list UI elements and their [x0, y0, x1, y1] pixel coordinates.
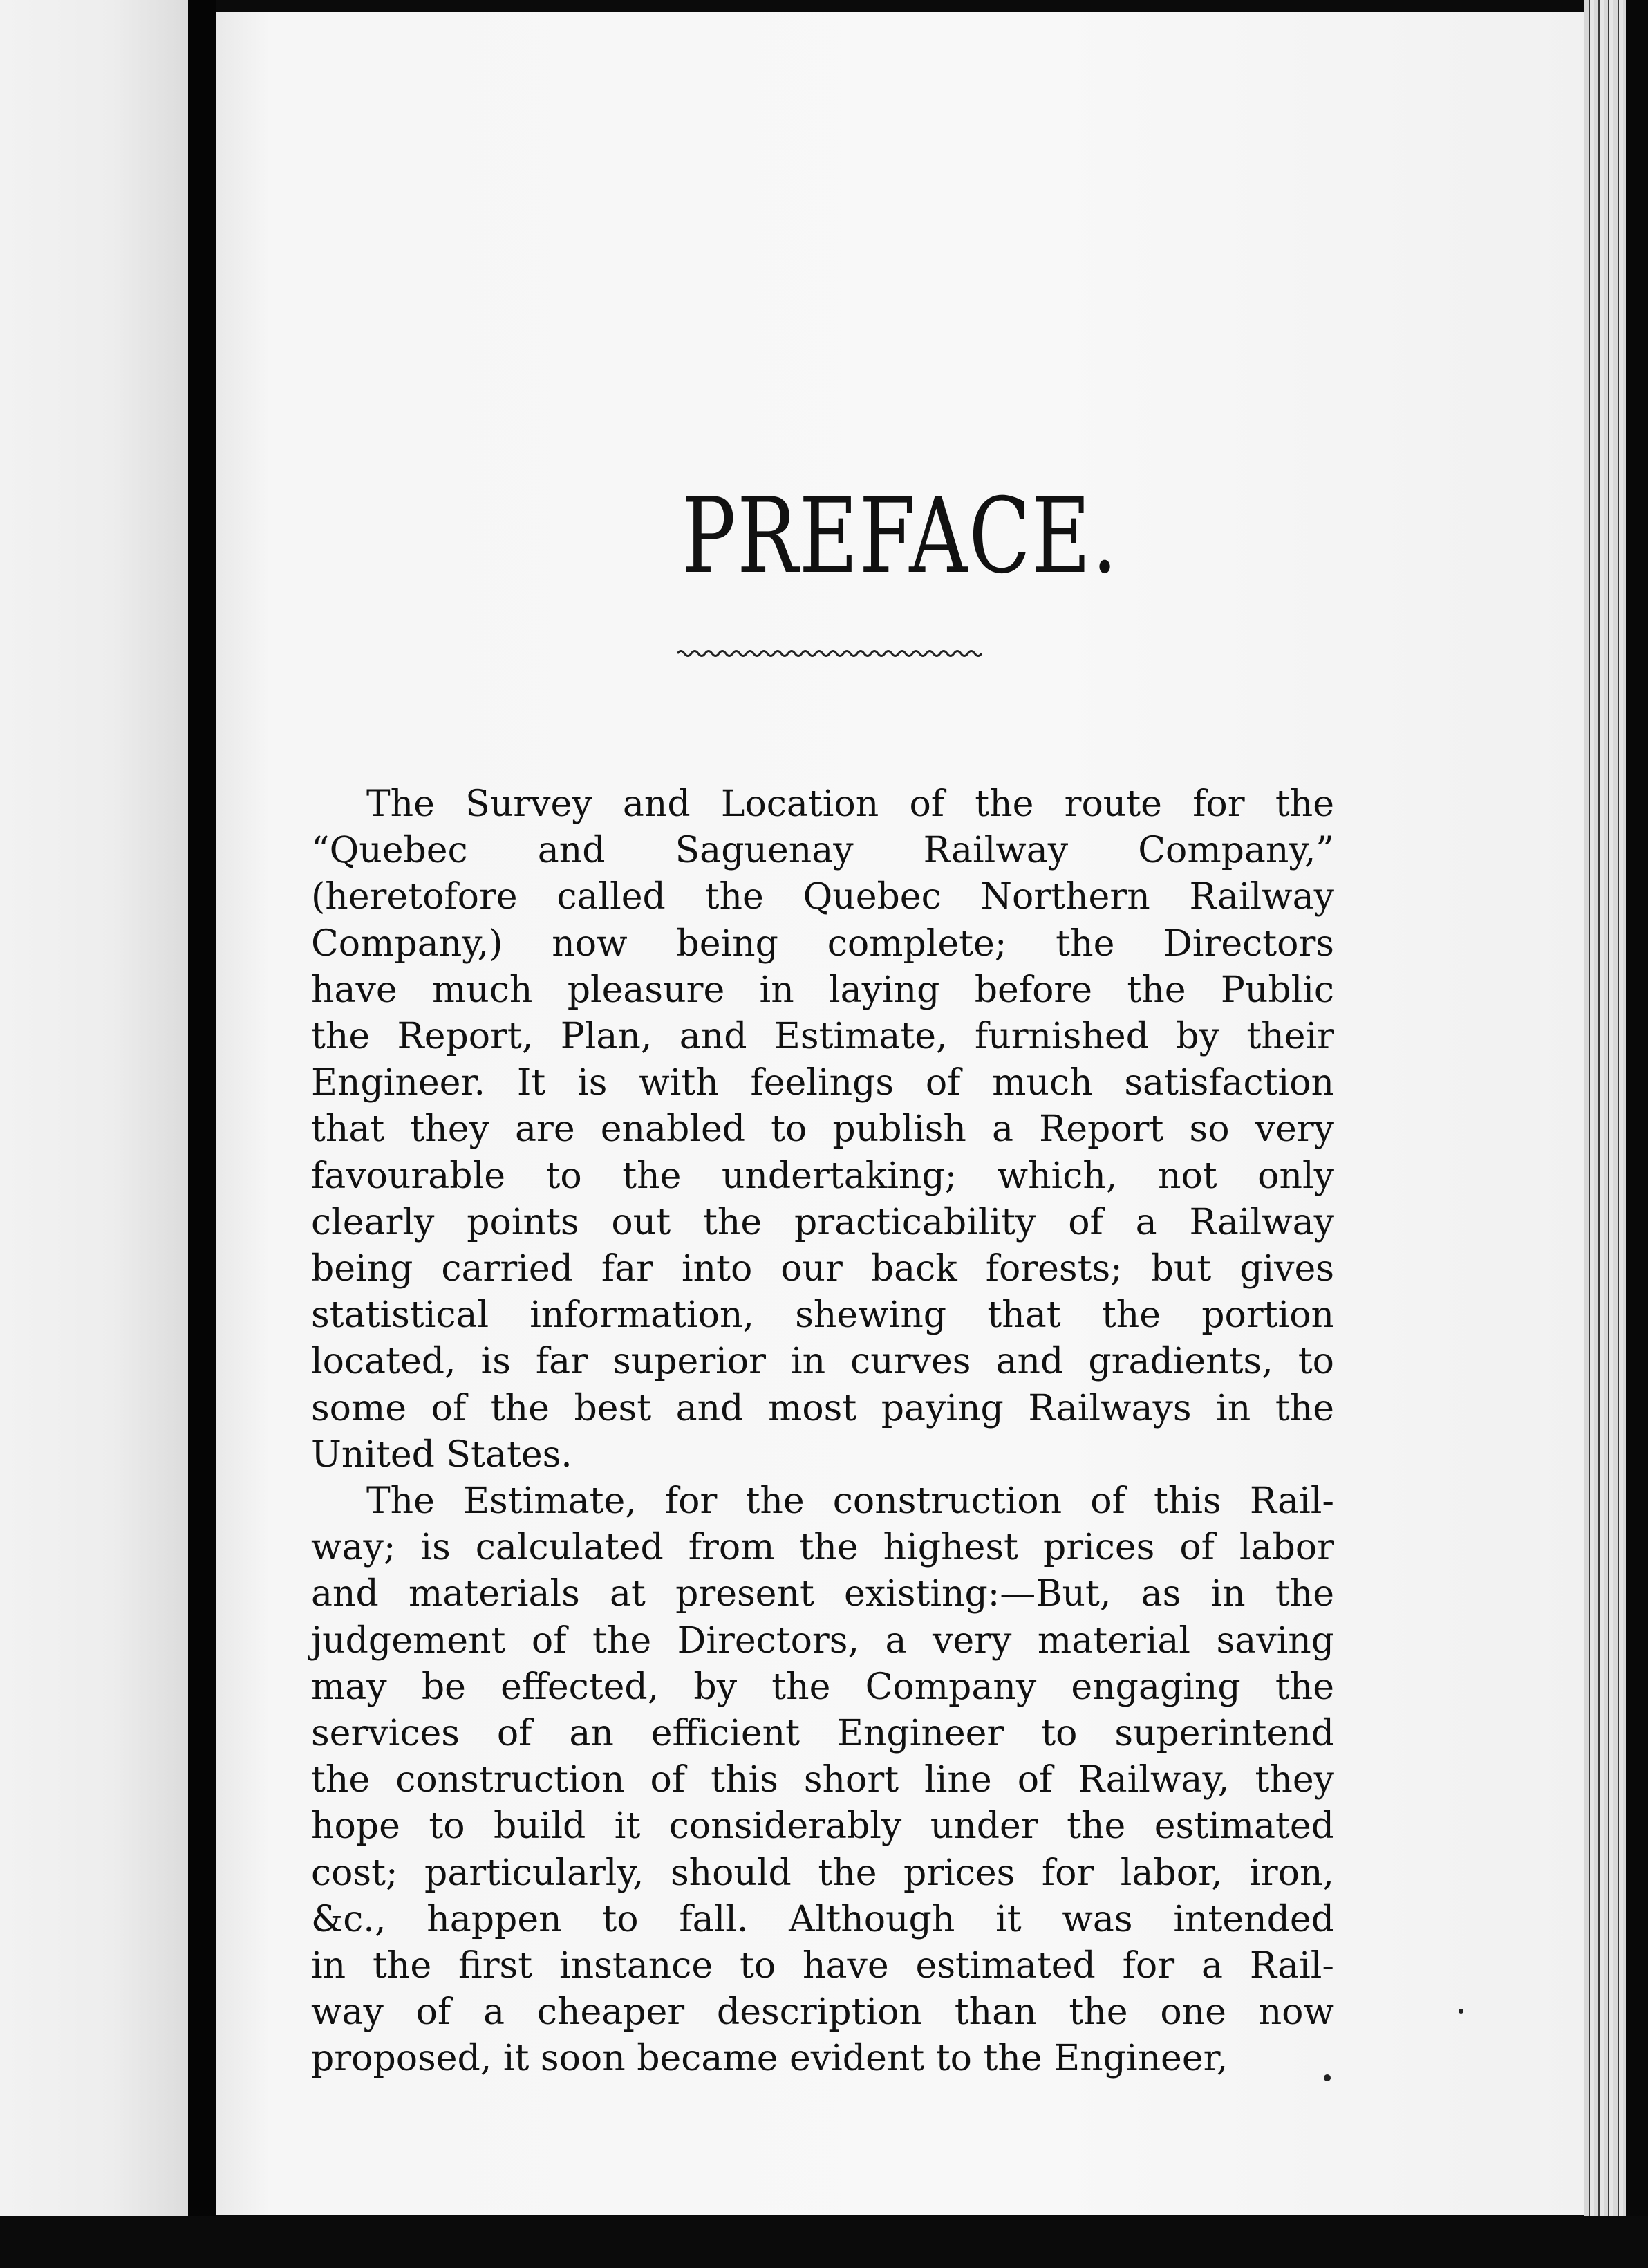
- ink-speck: [1459, 2009, 1463, 2014]
- text-line: in the first instance to have estimated for a Rail-: [311, 1945, 1334, 1987]
- text-line: cost; particularly, should the prices for labor, iron,: [311, 1852, 1334, 1894]
- text-line: way of a cheaper description than the one now: [311, 1991, 1334, 2034]
- text-line: Engineer. It is with feelings of much satisfaction: [311, 1062, 1334, 1104]
- text-line: hope to build it considerably under the estimated: [311, 1805, 1334, 1848]
- text-line: services of an efficient Engineer to superintend: [311, 1713, 1334, 1755]
- right-background: [1626, 0, 1648, 2268]
- text-line: Company,) now being complete; the Directors: [311, 922, 1334, 965]
- text-line: that they are enabled to publish a Report so very: [311, 1108, 1334, 1151]
- text-line: The Survey and Location of the route for the: [366, 783, 1334, 825]
- text-line: being carried far into our back forests; but gives: [311, 1248, 1334, 1290]
- page-edges: [1584, 0, 1626, 2216]
- paragraph-2: [311, 1478, 1334, 2083]
- text-line: have much pleasure in laying before the Public: [311, 969, 1334, 1011]
- text-line: favourable to the undertaking; which, not only: [311, 1155, 1334, 1197]
- bottom-background: [0, 2216, 1648, 2268]
- text-line: judgement of the Directors, a very material saving: [311, 1619, 1334, 1662]
- ink-speck: [1324, 2074, 1331, 2081]
- text-line: clearly points out the practicability of a Railway: [311, 1201, 1334, 1243]
- preface-text: [311, 781, 1334, 2083]
- text-line: proposed, it soon became evident to the Engineer,: [311, 2038, 1228, 2080]
- page-title: PREFACE.: [681, 476, 1119, 597]
- text-line: located, is far superior in curves and gradients, to: [311, 1341, 1334, 1383]
- text-line: (heretofore called the Quebec Northern Railway: [311, 876, 1334, 918]
- text-line: “Quebec and Saguenay Railway Company,”: [311, 830, 1334, 872]
- text-line: way; is calculated from the highest prices of labor: [311, 1527, 1334, 1569]
- text-line: United States.: [311, 1433, 572, 1476]
- left-page-remnant: [0, 0, 188, 2216]
- text-line: some of the best and most paying Railways in the: [311, 1387, 1334, 1429]
- text-line: The Estimate, for the construction of this Rail-: [366, 1480, 1334, 1523]
- binding-gutter: [188, 0, 216, 2268]
- paragraph-1: [311, 781, 1334, 1478]
- ornamental-rule: [677, 643, 982, 664]
- text-line: &c., happen to fall. Although it was intended: [311, 1898, 1334, 1940]
- text-line: and materials at present existing:—But, as in the: [311, 1573, 1334, 1615]
- text-line: the Report, Plan, and Estimate, furnished by their: [311, 1016, 1334, 1058]
- text-line: statistical information, shewing that the portion: [311, 1294, 1334, 1337]
- text-line: may be effected, by the Company engaging the: [311, 1666, 1334, 1708]
- text-line: the construction of this short line of Railway, they: [311, 1759, 1334, 1801]
